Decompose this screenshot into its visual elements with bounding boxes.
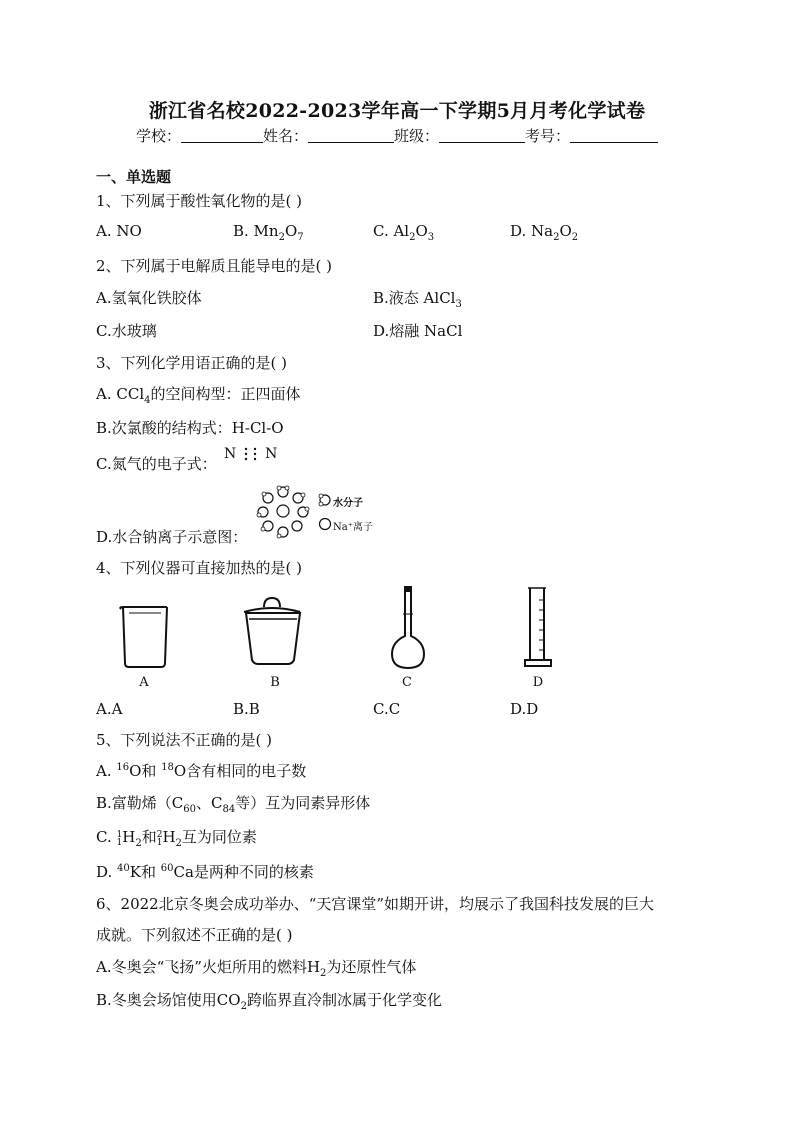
q6-stem-line2: 成就。下列叙述不正确的是( ) xyxy=(96,926,293,944)
sodium-ion-legend-icon xyxy=(318,517,332,531)
water-legend-label: 水分子 xyxy=(333,498,363,509)
q5-option-d: D. $^{40}$K和 $^{60}$Ca是两种不同的核素 xyxy=(96,863,314,881)
q4-option-d: D.D xyxy=(510,700,539,718)
exam-no-blank[interactable] xyxy=(570,128,658,143)
name-label: 姓名： xyxy=(262,127,308,145)
q1-option-a: A. NO xyxy=(96,222,142,240)
q4-option-b: B.B xyxy=(233,700,260,718)
q3-option-b: B.次氯酸的结构式：H-Cl-O xyxy=(96,419,284,437)
q5-stem: 5、下列说法不正确的是( ) xyxy=(96,731,273,749)
hydrated-sodium-ion-diagram xyxy=(254,484,316,540)
crucible-icon xyxy=(242,596,302,668)
q3-option-d: D.水合钠离子示意图： xyxy=(96,528,248,546)
school-label: 学校： xyxy=(135,127,181,145)
section-heading: 一、单选题 xyxy=(96,168,172,186)
q4-option-a: A.A xyxy=(96,700,123,718)
q5-option-b: B.富勒烯（$C_{60}$、$C_{84}$等）互为同素异形体 xyxy=(96,794,371,815)
q4-stem: 4、下列仪器可直接加热的是( ) xyxy=(96,559,303,577)
student-info-line xyxy=(0,125,794,146)
apparatus-label-a: A xyxy=(139,675,149,690)
apparatus-label-b: B xyxy=(270,675,280,690)
page-title: 浙江省名校2022-2023学年高一下学期5月月考化学试卷 xyxy=(148,100,646,122)
q3-option-a: A. CCl$_4$的空间构型：正四面体 xyxy=(96,385,301,406)
beaker-icon xyxy=(117,605,173,669)
q6-option-b: B.冬奥会场馆使用$CO_2$跨临界直冷制冰属于化学变化 xyxy=(96,991,442,1012)
q6-option-a: A.冬奥会“飞扬”火炬所用的燃料$H_2$为还原性气体 xyxy=(96,958,417,979)
q2-stem: 2、下列属于电解质且能导电的是( ) xyxy=(96,257,333,275)
school-blank[interactable] xyxy=(181,128,263,143)
class-blank[interactable] xyxy=(439,128,525,143)
graduated-cylinder-icon xyxy=(523,586,553,670)
class-label: 班级： xyxy=(394,127,440,145)
q3-stem: 3、下列化学用语正确的是( ) xyxy=(96,354,288,372)
q2-option-a: A.氢氧化铁胶体 xyxy=(96,289,202,307)
q1-option-d: D. $Na_2O_2$ xyxy=(510,222,579,243)
name-blank[interactable] xyxy=(308,128,394,143)
q5-option-a: A. $^{16}$O和 $^{18}$O含有相同的电子数 xyxy=(96,762,307,780)
q2-option-c: C.水玻璃 xyxy=(96,322,157,340)
q5-option-c: C. 1 $1H_2$和2 $1H_2$互为同位素 xyxy=(96,828,257,849)
q2-option-b: B.液态 AlCl$_3$ xyxy=(373,289,462,310)
q1-stem: 1、下列属于酸性氧化物的是( ) xyxy=(96,192,303,210)
exam-no-label: 考号： xyxy=(525,127,571,145)
n2-electron-formula: N N xyxy=(224,446,278,462)
q4-option-c: C.C xyxy=(373,700,401,718)
water-molecule-legend-icon xyxy=(318,493,332,507)
apparatus-label-d: D xyxy=(532,675,544,690)
q3-option-c: C.氮气的电子式： xyxy=(96,455,217,473)
q2-option-d: D.熔融 NaCl xyxy=(373,322,463,340)
volumetric-flask-icon xyxy=(388,584,428,672)
apparatus-label-c: C xyxy=(402,675,412,690)
q1-option-c: C. $Al_2O_3$ xyxy=(373,222,435,243)
triple-bond-dots-icon xyxy=(241,446,261,462)
q6-stem-line1: 6、2022北京冬奥会成功举办、“天宫课堂”如期开讲，均展示了我国科技发展的巨大 xyxy=(96,895,655,913)
q1-option-b: B. $Mn_2O_7$ xyxy=(233,222,304,243)
sodium-legend-label: Na⁺离子 xyxy=(333,522,373,533)
